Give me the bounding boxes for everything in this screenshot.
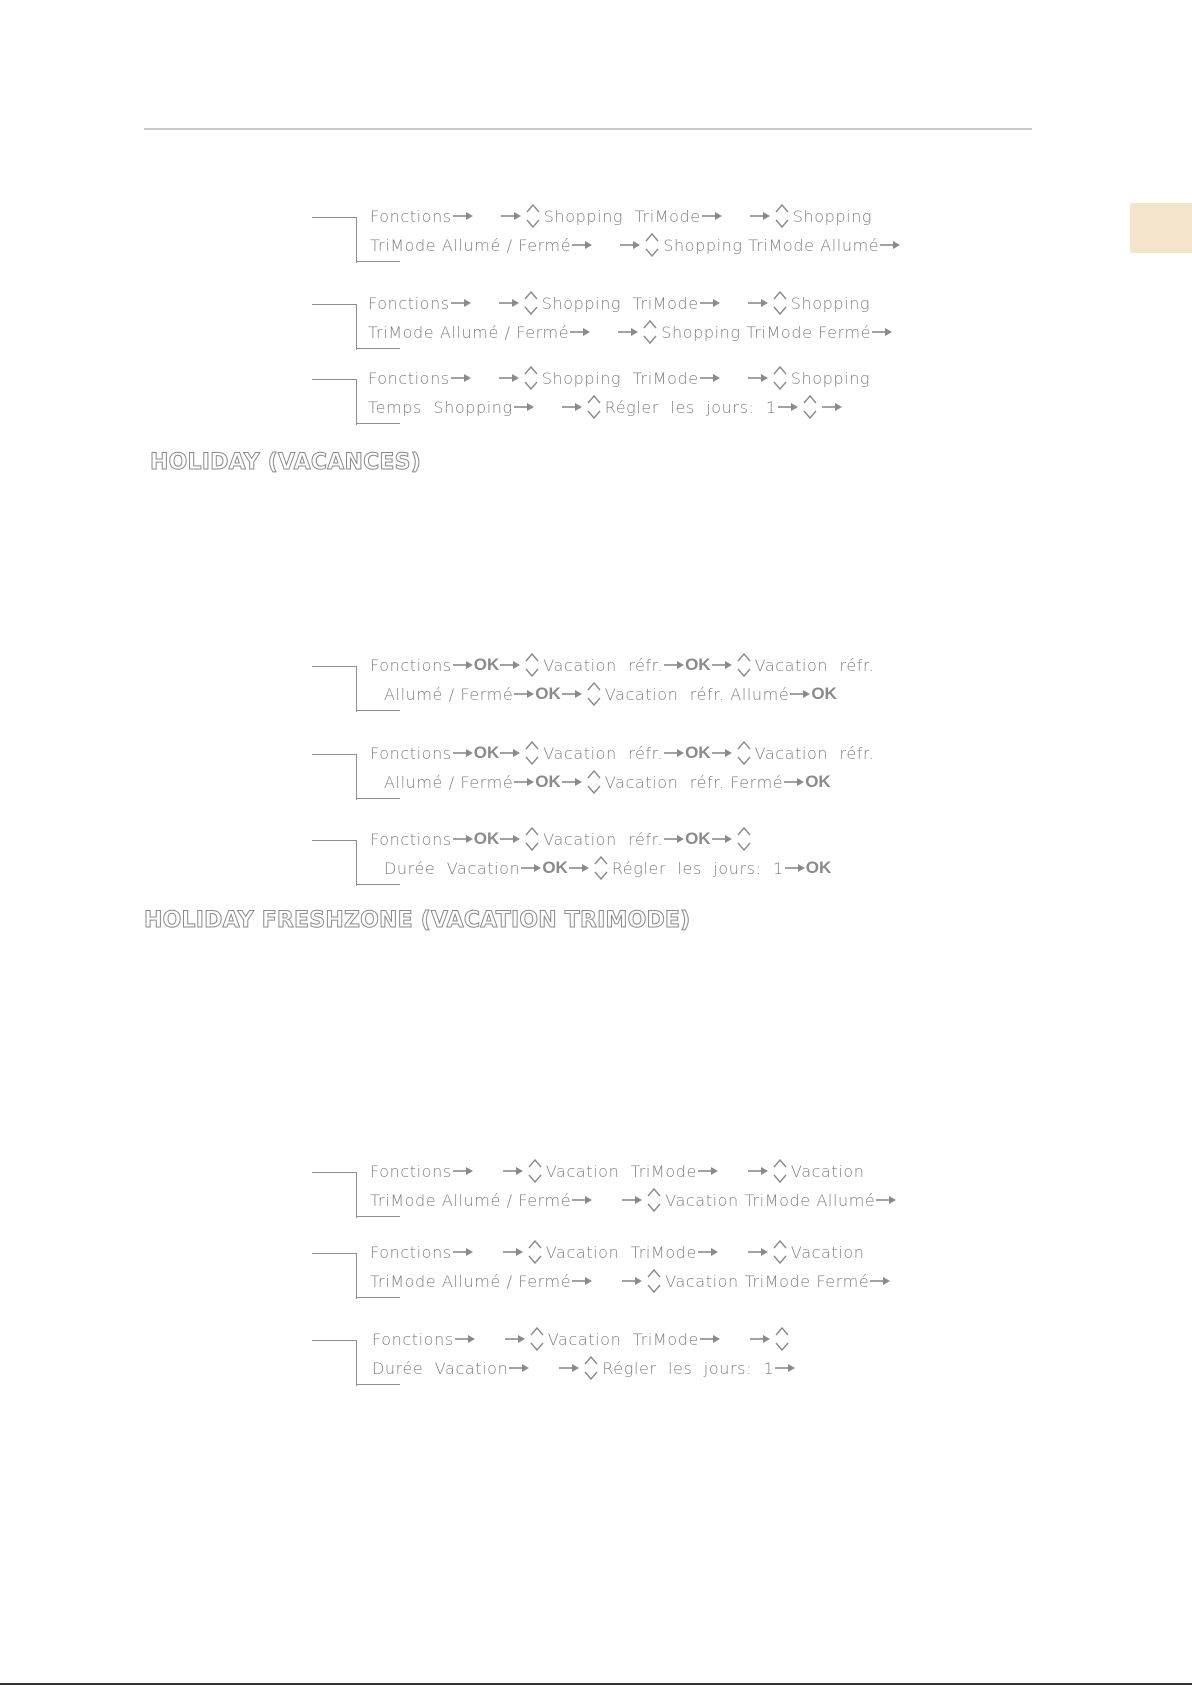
right-arrow-icon bbox=[698, 1247, 718, 1257]
right-arrow-icon bbox=[702, 211, 722, 221]
step-line1 bbox=[370, 652, 874, 678]
up-down-icon bbox=[586, 681, 602, 707]
right-arrow-icon bbox=[453, 211, 473, 221]
right-arrow-icon bbox=[500, 748, 520, 758]
right-arrow-icon bbox=[748, 298, 768, 308]
step-line1 bbox=[370, 826, 755, 852]
right-arrow-icon bbox=[775, 1363, 795, 1373]
step-text: Vacation bbox=[790, 1242, 865, 1262]
up-down-icon bbox=[772, 290, 788, 316]
ok-key-label: OK bbox=[535, 772, 561, 791]
step-text: Shopping TriMode Fermé bbox=[661, 322, 872, 342]
right-arrow-icon bbox=[698, 1166, 718, 1176]
up-down-icon bbox=[527, 1239, 543, 1265]
step-bracket-bottom bbox=[356, 884, 400, 885]
step-text: Shopping TriMode bbox=[541, 368, 699, 388]
ok-key-label: OK bbox=[535, 684, 561, 703]
right-arrow-icon bbox=[664, 660, 684, 670]
step-text: TriMode Allumé / Fermé bbox=[370, 1271, 572, 1291]
step-line2 bbox=[384, 769, 831, 795]
up-down-icon bbox=[736, 652, 752, 678]
up-down-icon bbox=[772, 365, 788, 391]
step-text: Allumé / Fermé bbox=[384, 772, 514, 792]
right-arrow-icon bbox=[503, 1247, 523, 1257]
up-down-icon bbox=[524, 652, 540, 678]
right-arrow-icon bbox=[514, 689, 534, 699]
right-arrow-icon bbox=[784, 777, 804, 787]
right-arrow-icon bbox=[453, 660, 473, 670]
right-arrow-icon bbox=[664, 834, 684, 844]
step-text: Vacation réfr. bbox=[543, 655, 664, 675]
step-bracket-bottom bbox=[356, 1216, 400, 1217]
step-text: Vacation réfr. bbox=[754, 743, 875, 763]
right-arrow-icon bbox=[559, 1363, 579, 1373]
step-text: Vacation bbox=[790, 1161, 865, 1181]
right-arrow-icon bbox=[785, 863, 805, 873]
right-arrow-icon bbox=[622, 1195, 642, 1205]
step-line2 bbox=[370, 1268, 891, 1294]
ok-key-label: OK bbox=[473, 829, 500, 848]
right-arrow-icon bbox=[500, 660, 520, 670]
step-text: Shopping TriMode Allumé bbox=[663, 235, 880, 255]
step-text: Vacation TriMode bbox=[545, 1161, 697, 1181]
step-text: TriMode Allumé / Fermé bbox=[368, 322, 570, 342]
right-arrow-icon bbox=[618, 327, 638, 337]
step-line2 bbox=[372, 1355, 796, 1381]
step-line1 bbox=[370, 740, 874, 766]
right-arrow-icon bbox=[562, 777, 582, 787]
step-text: Vacation réfr. bbox=[543, 829, 664, 849]
step-text: Shopping bbox=[790, 293, 871, 313]
step-line1 bbox=[370, 1158, 864, 1184]
up-down-icon bbox=[523, 365, 539, 391]
step-text: Shopping bbox=[792, 206, 873, 226]
step-text: Fonctions bbox=[372, 1329, 454, 1349]
step-line2 bbox=[370, 1187, 897, 1213]
step-line1 bbox=[368, 365, 870, 391]
step-bracket bbox=[312, 217, 357, 263]
step-bracket bbox=[312, 1172, 357, 1218]
ok-key-label: OK bbox=[685, 743, 711, 762]
right-arrow-icon bbox=[620, 240, 640, 250]
step-bracket-bottom bbox=[356, 348, 400, 349]
right-arrow-icon bbox=[572, 1276, 592, 1286]
step-bracket-bottom bbox=[356, 261, 400, 262]
right-arrow-icon bbox=[514, 777, 534, 787]
step-text: Fonctions bbox=[370, 743, 452, 763]
step-text: Vacation TriMode bbox=[547, 1329, 699, 1349]
right-arrow-icon bbox=[700, 373, 720, 383]
right-arrow-icon bbox=[500, 834, 520, 844]
up-down-icon bbox=[524, 740, 540, 766]
step-text: Vacation TriMode bbox=[545, 1242, 697, 1262]
step-text: Fonctions bbox=[370, 1242, 452, 1262]
right-arrow-icon bbox=[750, 211, 770, 221]
right-arrow-icon bbox=[712, 748, 732, 758]
heading-holiday: HOLIDAY (VACANCES) bbox=[150, 450, 421, 475]
top-rule bbox=[144, 128, 1032, 130]
up-down-icon bbox=[772, 1158, 788, 1184]
right-arrow-icon bbox=[572, 1195, 592, 1205]
right-arrow-icon bbox=[700, 298, 720, 308]
up-down-icon bbox=[644, 232, 660, 258]
heading-holiday-freshzone: HOLIDAY FRESHZONE (VACATION TRIMODE) bbox=[144, 908, 691, 933]
step-text: Fonctions bbox=[370, 206, 452, 226]
step-bracket bbox=[312, 754, 357, 800]
step-bracket bbox=[312, 1340, 357, 1386]
up-down-icon bbox=[802, 394, 818, 420]
ok-key-label: OK bbox=[473, 743, 500, 762]
step-text: Durée Vacation bbox=[384, 858, 521, 878]
step-bracket bbox=[312, 666, 357, 712]
step-text: Vacation réfr. Allumé bbox=[604, 684, 790, 704]
right-arrow-icon bbox=[778, 402, 798, 412]
right-arrow-icon bbox=[562, 402, 582, 412]
up-down-icon bbox=[529, 1326, 545, 1352]
up-down-icon bbox=[774, 203, 790, 229]
up-down-icon bbox=[774, 1326, 790, 1352]
step-line1 bbox=[368, 290, 870, 316]
step-line1 bbox=[370, 203, 872, 229]
ok-key-label: OK bbox=[685, 655, 711, 674]
step-line2 bbox=[368, 319, 893, 345]
up-down-icon bbox=[646, 1268, 662, 1294]
up-down-icon bbox=[772, 1239, 788, 1265]
up-down-icon bbox=[525, 203, 541, 229]
up-down-icon bbox=[593, 855, 609, 881]
right-arrow-icon bbox=[455, 1334, 475, 1344]
step-text: Fonctions bbox=[370, 655, 452, 675]
step-line2 bbox=[384, 855, 831, 881]
step-text: Fonctions bbox=[370, 1161, 452, 1181]
step-bracket-bottom bbox=[356, 1297, 400, 1298]
step-text: Régler les jours: 1 bbox=[604, 397, 777, 417]
step-text: Fonctions bbox=[368, 368, 450, 388]
right-arrow-icon bbox=[664, 748, 684, 758]
up-down-icon bbox=[583, 1355, 599, 1381]
right-arrow-icon bbox=[748, 1166, 768, 1176]
ok-key-label: OK bbox=[542, 858, 568, 877]
step-text: Shopping bbox=[790, 368, 871, 388]
step-bracket-bottom bbox=[356, 710, 400, 711]
step-text: TriMode Allumé / Fermé bbox=[370, 235, 572, 255]
right-arrow-icon bbox=[509, 1363, 529, 1373]
step-text: Shopping TriMode bbox=[541, 293, 699, 313]
step-text: TriMode Allumé / Fermé bbox=[370, 1190, 572, 1210]
right-arrow-icon bbox=[570, 327, 590, 337]
step-bracket-bottom bbox=[356, 423, 400, 424]
right-arrow-icon bbox=[748, 1247, 768, 1257]
right-arrow-icon bbox=[453, 748, 473, 758]
up-down-icon bbox=[646, 1187, 662, 1213]
step-bracket-bottom bbox=[356, 798, 400, 799]
right-arrow-icon bbox=[451, 298, 471, 308]
step-text: Allumé / Fermé bbox=[384, 684, 514, 704]
right-arrow-icon bbox=[876, 1195, 896, 1205]
right-arrow-icon bbox=[451, 373, 471, 383]
right-arrow-icon bbox=[822, 402, 842, 412]
step-line2 bbox=[368, 394, 843, 420]
step-bracket bbox=[312, 379, 357, 425]
right-arrow-icon bbox=[501, 211, 521, 221]
right-arrow-icon bbox=[453, 834, 473, 844]
step-text: Fonctions bbox=[370, 829, 452, 849]
step-text: Régler les jours: 1 bbox=[602, 1358, 775, 1378]
right-arrow-icon bbox=[622, 1276, 642, 1286]
step-text: Vacation TriMode Fermé bbox=[665, 1271, 870, 1291]
up-down-icon bbox=[736, 740, 752, 766]
right-arrow-icon bbox=[870, 1276, 890, 1286]
step-text: Vacation réfr. bbox=[754, 655, 875, 675]
step-bracket-bottom bbox=[356, 1384, 400, 1385]
step-line1 bbox=[372, 1326, 793, 1352]
right-arrow-icon bbox=[712, 834, 732, 844]
step-text: Vacation réfr. Fermé bbox=[604, 772, 784, 792]
up-down-icon bbox=[523, 290, 539, 316]
up-down-icon bbox=[736, 826, 752, 852]
right-arrow-icon bbox=[499, 298, 519, 308]
ok-key-label: OK bbox=[811, 684, 837, 703]
step-line2 bbox=[370, 232, 901, 258]
up-down-icon bbox=[642, 319, 658, 345]
step-text: Régler les jours: 1 bbox=[611, 858, 784, 878]
step-text: Durée Vacation bbox=[372, 1358, 509, 1378]
right-arrow-icon bbox=[505, 1334, 525, 1344]
step-bracket bbox=[312, 304, 357, 350]
up-down-icon bbox=[586, 769, 602, 795]
right-arrow-icon bbox=[499, 373, 519, 383]
up-down-icon bbox=[524, 826, 540, 852]
right-arrow-icon bbox=[880, 240, 900, 250]
ok-key-label: OK bbox=[473, 655, 500, 674]
ok-key-label: OK bbox=[805, 858, 832, 877]
right-arrow-icon bbox=[503, 1166, 523, 1176]
right-arrow-icon bbox=[453, 1247, 473, 1257]
right-arrow-icon bbox=[750, 1334, 770, 1344]
ok-key-label: OK bbox=[685, 829, 711, 848]
step-bracket bbox=[312, 840, 357, 886]
up-down-icon bbox=[527, 1158, 543, 1184]
step-line1 bbox=[370, 1239, 864, 1265]
up-down-icon bbox=[586, 394, 602, 420]
step-text: Shopping TriMode bbox=[543, 206, 701, 226]
right-arrow-icon bbox=[712, 660, 732, 670]
ok-key-label: OK bbox=[805, 772, 831, 791]
right-arrow-icon bbox=[700, 1334, 720, 1344]
right-arrow-icon bbox=[562, 689, 582, 699]
right-arrow-icon bbox=[569, 863, 589, 873]
right-arrow-icon bbox=[453, 1166, 473, 1176]
side-tab bbox=[1130, 203, 1192, 253]
right-arrow-icon bbox=[748, 373, 768, 383]
step-text: Temps Shopping bbox=[368, 397, 513, 417]
step-line2 bbox=[384, 681, 837, 707]
right-arrow-icon bbox=[572, 240, 592, 250]
step-bracket bbox=[312, 1253, 357, 1299]
right-arrow-icon bbox=[514, 402, 534, 412]
step-text: Vacation réfr. bbox=[543, 743, 664, 763]
step-text: Vacation TriMode Allumé bbox=[665, 1190, 876, 1210]
right-arrow-icon bbox=[521, 863, 541, 873]
right-arrow-icon bbox=[872, 327, 892, 337]
right-arrow-icon bbox=[790, 689, 810, 699]
step-text: Fonctions bbox=[368, 293, 450, 313]
